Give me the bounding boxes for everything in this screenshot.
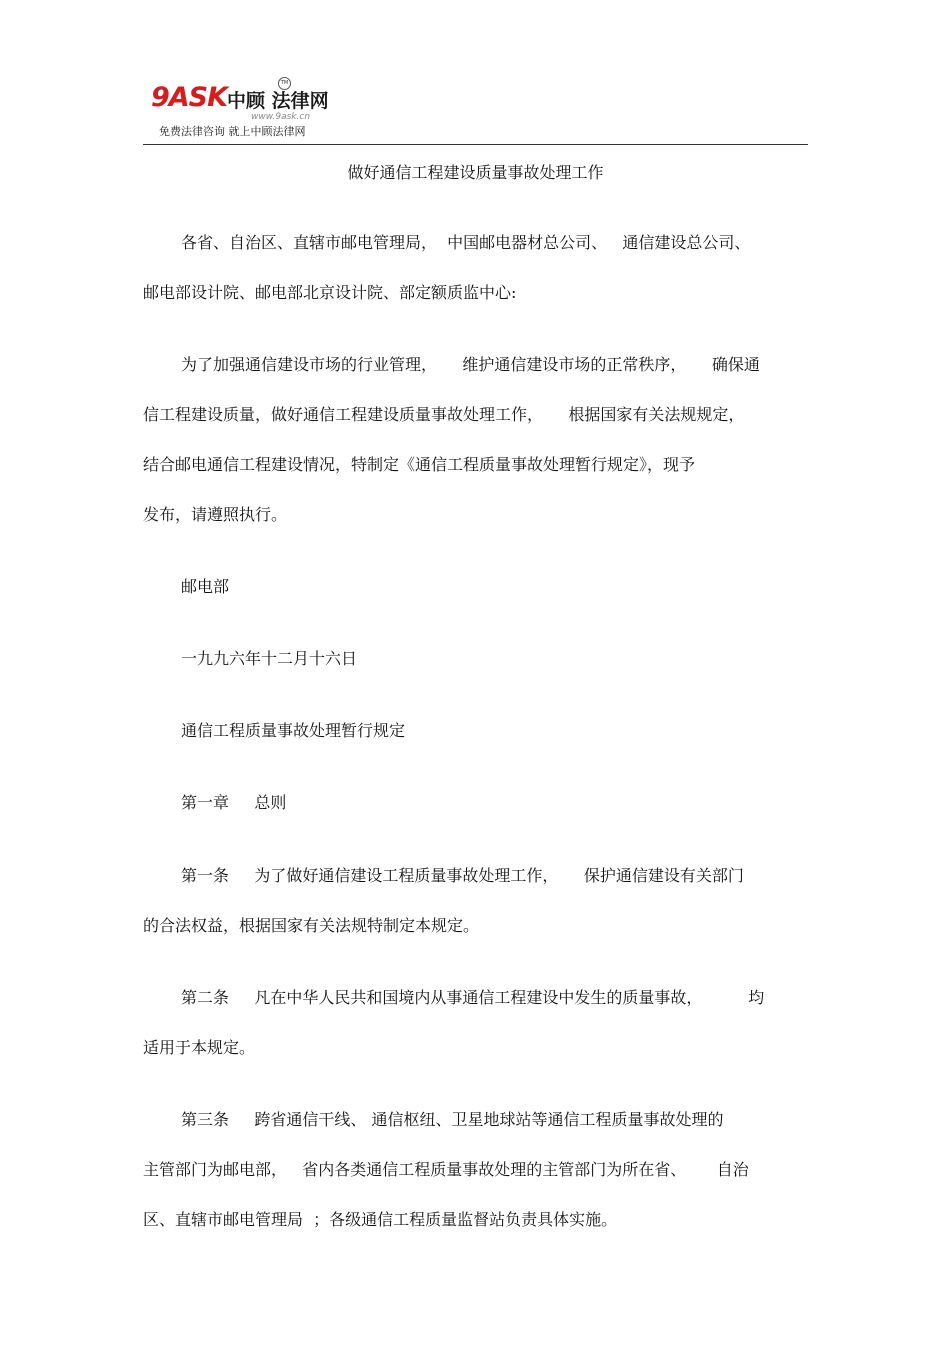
issue-date: 一九九六年十二月十六日 <box>181 649 358 668</box>
notice-line-4: 发布，请遵照执行。 <box>143 505 288 524</box>
chapter-heading: 第一章 总则 <box>181 793 287 812</box>
date-block <box>143 634 808 684</box>
notice-line-2: 信工程建设质量，做好通信工程建设质量事故处理工作， 根据国家有关法规规定， <box>143 405 745 424</box>
document-body <box>143 218 808 318</box>
article-3 <box>143 1095 808 1245</box>
logo-name: 中顾 法律网 <box>227 90 329 112</box>
notice-line-3: 结合邮电通信工程建设情况，特制定《通信工程质量事故处理暂行规定》，现予 <box>143 455 696 474</box>
logo-url: www.9ask.cn <box>251 112 311 122</box>
article-3-line-2: 主管部门为邮电部， 省内各类通信工程质量事故处理的主管部门为所在省、 自治 <box>143 1160 749 1179</box>
issuer-block <box>143 562 808 612</box>
article-1-line-2: 的合法权益，根据国家有关法规特制定本规定。 <box>143 916 480 935</box>
site-slogan: 免费法律咨询 就上中顾法律网 <box>159 125 306 138</box>
regulation-title: 通信工程质量事故处理暂行规定 <box>181 721 406 740</box>
document-title: 做好通信工程建设质量事故处理工作 <box>347 163 604 182</box>
article-3-line-1: 第三条 跨省通信干线、 通信枢纽、卫星地球站等通信工程质量事故处理的 <box>181 1110 724 1129</box>
addressee-line-2: 邮电部设计院、邮电部北京设计院、部定额质监中心: <box>143 283 517 302</box>
trademark-icon: TM <box>278 77 291 90</box>
article-3-line-3: 区、直辖市邮电管理局 ；各级通信工程质量监督站负责具体实施。 <box>143 1210 618 1229</box>
logo-mark: 9ASK <box>151 82 228 113</box>
issuer-name: 邮电部 <box>181 577 230 596</box>
article-2-line-2: 适用于本规定。 <box>143 1038 256 1057</box>
addressee-line-1: 各省、自治区、直辖市邮电管理局， 中国邮电器材总公司、 通信建设总公司、 <box>181 233 751 252</box>
page-header <box>143 74 808 146</box>
article-2 <box>143 973 808 1073</box>
article-2-line-1: 第二条 凡在中华人民共和国境内从事通信工程建设中发生的质量事故， 均 <box>181 988 765 1007</box>
article-1 <box>143 851 808 951</box>
regulation-title-block <box>143 706 808 756</box>
chapter-block <box>143 778 808 828</box>
notice-paragraph <box>143 340 808 540</box>
header-divider <box>143 144 808 145</box>
notice-line-1: 为了加强通信建设市场的行业管理， 维护通信建设市场的正常秩序， 确保通 <box>181 355 760 374</box>
article-1-line-1: 第一条 为了做好通信建设工程质量事故处理工作， 保护通信建设有关部门 <box>181 866 744 885</box>
